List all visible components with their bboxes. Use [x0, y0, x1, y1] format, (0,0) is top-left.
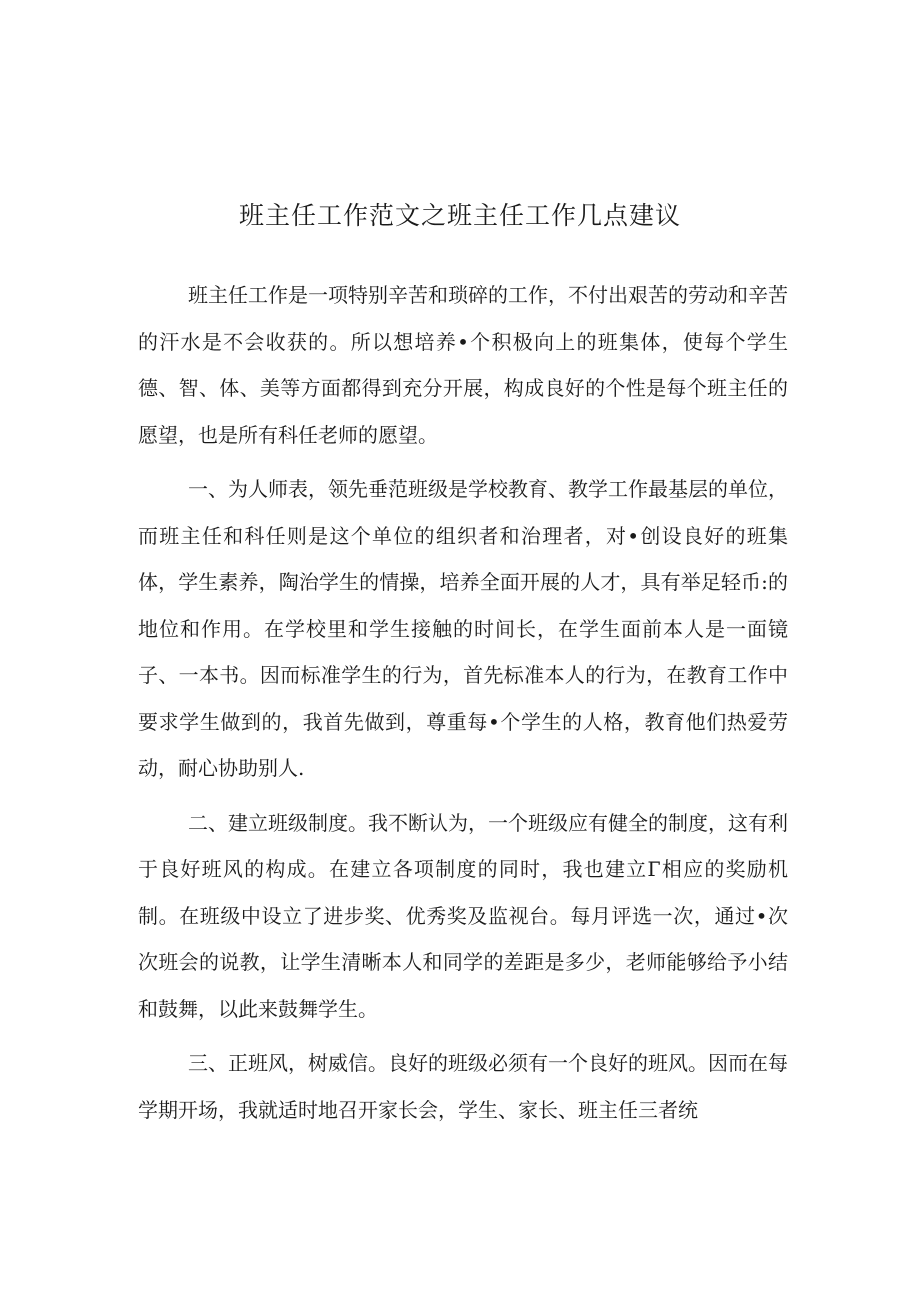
- paragraph-intro: 班主任工作是一项特别辛苦和琐碎的工作，不付出艰苦的劳动和辛苦的汗水是不会收获的。所以想培养•个积极向上的班集体，使每个学生德、智、体、美等方面都得到充分开展，构成良好的个性是每个班主任的愿望，也是所有科任老师的愿望。: [138, 283, 788, 447]
- paragraph-section-3: 三、正班风，树威信。良好的班级必须有一个良好的班风。因而在每学期开场，我就适时地召开家长会，学生、家长、班主任三者统: [138, 1051, 788, 1122]
- document-body: [138, 272, 788, 1141]
- paragraph-section-2: 二、建立班级制度。我不断认为，一个班级应有健全的制度，这有利于良好班风的构成。在建立各项制度的同时，我也建立Г相应的奖励机制。在班级中设立了进步奖、优秀奖及监视台。每月评选一次，通过•次次班会的说教，让学生清晰本人和同学的差距是多少，老师能够给予小结和鼓舞，以此来鼓舞学生。: [138, 810, 788, 1021]
- document-title: 班主任工作范文之班主任工作几点建议: [238, 201, 681, 230]
- paragraph-section-1: 一、为人师表，领先垂范班级是学校教育、教学工作最基层的单位，而班主任和科任则是这个单位的组织者和治理者，对•创设良好的班集体，学生素养，陶治学生的情操，培养全面开展的人才，具有举足轻币:的地位和作用。在学校里和学生接触的时间长，在学生面前本人是一面镜子、一本书。因而标准学生的行为，首先标准本人的行为，在教育工作中要求学生做到的，我首先做到，尊重每•个学生的人格，教育他们热爱劳动，耐心协助别人.: [138, 477, 788, 780]
